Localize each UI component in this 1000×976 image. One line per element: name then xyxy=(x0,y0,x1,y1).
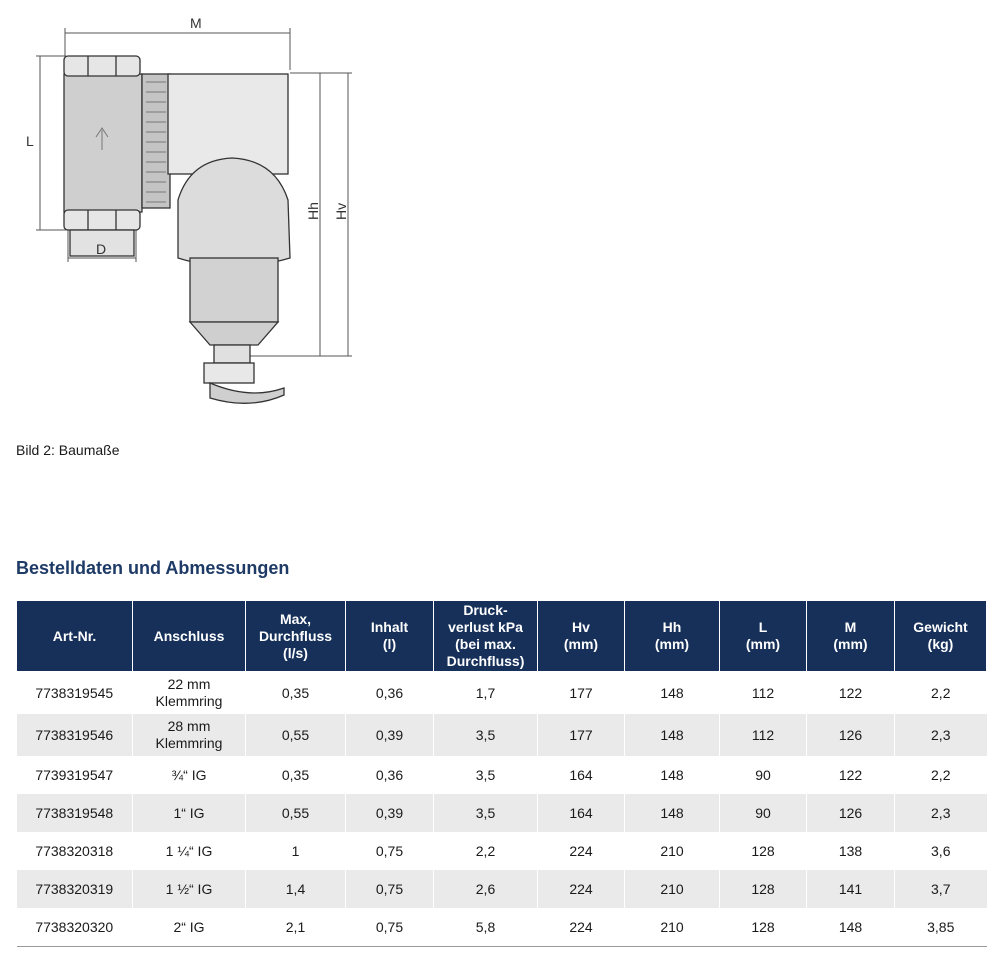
table-cell: 2,3 xyxy=(895,794,987,832)
table-cell: 126 xyxy=(807,794,895,832)
table-cell: 1,7 xyxy=(434,672,538,715)
table-cell: 3,5 xyxy=(434,794,538,832)
table-row xyxy=(17,794,987,832)
dim-label-hh: Hh xyxy=(305,202,321,220)
table-cell: 0,75 xyxy=(346,870,434,908)
table-cell: 0,36 xyxy=(346,756,434,794)
table-cell: 28 mm Klemmring xyxy=(133,714,246,756)
table-cell: 128 xyxy=(720,870,807,908)
dim-label-d: D xyxy=(96,241,107,257)
table-cell: 0,36 xyxy=(346,672,434,715)
table-cell: 224 xyxy=(538,832,625,870)
table-row xyxy=(17,714,987,756)
table-cell: 2,2 xyxy=(895,756,987,794)
table-row xyxy=(17,908,987,947)
table-cell: 177 xyxy=(538,714,625,756)
table-cell: 0,35 xyxy=(246,672,346,715)
table-cell: 177 xyxy=(538,672,625,715)
table-row xyxy=(17,756,987,794)
table-cell: 0,75 xyxy=(346,832,434,870)
table-cell: 210 xyxy=(625,832,720,870)
table-cell: 2,3 xyxy=(895,714,987,756)
table-cell: 0,35 xyxy=(246,756,346,794)
table-cell: 1 xyxy=(246,832,346,870)
dim-label-l: L xyxy=(26,133,34,149)
column-header: L (mm) xyxy=(720,601,807,672)
dimension-drawing xyxy=(0,0,400,430)
dim-label-m: M xyxy=(190,15,202,31)
table-cell: 2,2 xyxy=(895,672,987,715)
table-cell: 0,75 xyxy=(346,908,434,947)
table-cell: 2,6 xyxy=(434,870,538,908)
column-header: M (mm) xyxy=(807,601,895,672)
column-header: Max, Durchfluss (l/s) xyxy=(246,601,346,672)
table-cell: 2“ IG xyxy=(133,908,246,947)
table-cell: 148 xyxy=(625,756,720,794)
table-cell: 210 xyxy=(625,908,720,947)
table-cell: 148 xyxy=(807,908,895,947)
dim-label-hv: Hv xyxy=(333,202,349,220)
table-cell: 7738319545 xyxy=(17,672,133,715)
column-header: Inhalt (l) xyxy=(346,601,434,672)
table-cell: 126 xyxy=(807,714,895,756)
table-cell: 7738319548 xyxy=(17,794,133,832)
table-cell: 224 xyxy=(538,908,625,947)
section-title: Bestelldaten und Abmessungen xyxy=(16,558,290,578)
column-header: Druck- verlust kPa (bei max. Durchfluss) xyxy=(434,601,538,672)
table-cell: 3,7 xyxy=(895,870,987,908)
column-header: Hv (mm) xyxy=(538,601,625,672)
table-row xyxy=(17,832,987,870)
table-cell: 148 xyxy=(625,672,720,715)
table-cell: 1,4 xyxy=(246,870,346,908)
column-header: Anschluss xyxy=(133,601,246,672)
table-cell: 112 xyxy=(720,672,807,715)
table-cell: 148 xyxy=(625,794,720,832)
table-cell: 128 xyxy=(720,832,807,870)
table-cell: 148 xyxy=(625,714,720,756)
table-cell: 5,8 xyxy=(434,908,538,947)
table-cell: 122 xyxy=(807,756,895,794)
order-data-table xyxy=(16,600,987,947)
figure-caption: Bild 2: Baumaße xyxy=(16,442,120,458)
table-cell: 128 xyxy=(720,908,807,947)
table-cell: 0,55 xyxy=(246,794,346,832)
table-cell: 3,6 xyxy=(895,832,987,870)
table-cell: 22 mm Klemmring xyxy=(133,672,246,715)
table-row xyxy=(17,870,987,908)
table-cell: 90 xyxy=(720,756,807,794)
table-cell: 2,1 xyxy=(246,908,346,947)
table-cell: 112 xyxy=(720,714,807,756)
table-header-row xyxy=(17,601,987,672)
table-cell: 138 xyxy=(807,832,895,870)
table-cell: 3,85 xyxy=(895,908,987,947)
column-header: Art-Nr. xyxy=(17,601,133,672)
table-cell: 0,55 xyxy=(246,714,346,756)
table-cell: 3,5 xyxy=(434,714,538,756)
table-cell: 90 xyxy=(720,794,807,832)
table-cell: 141 xyxy=(807,870,895,908)
table-cell: 0,39 xyxy=(346,714,434,756)
table-cell: 7738320320 xyxy=(17,908,133,947)
table-cell: 1 ½“ IG xyxy=(133,870,246,908)
table-cell: 7738320318 xyxy=(17,832,133,870)
table-cell: ¾“ IG xyxy=(133,756,246,794)
table-cell: 0,39 xyxy=(346,794,434,832)
table-body xyxy=(17,672,987,947)
column-header: Gewicht (kg) xyxy=(895,601,987,672)
table-cell: 164 xyxy=(538,756,625,794)
table-row xyxy=(17,672,987,715)
table-cell: 1“ IG xyxy=(133,794,246,832)
table-cell: 7738320319 xyxy=(17,870,133,908)
table-cell: 122 xyxy=(807,672,895,715)
table-cell: 210 xyxy=(625,870,720,908)
table-cell: 1 ¼“ IG xyxy=(133,832,246,870)
table-cell: 7738319546 xyxy=(17,714,133,756)
column-header: Hh (mm) xyxy=(625,601,720,672)
table-cell: 7739319547 xyxy=(17,756,133,794)
table-cell: 164 xyxy=(538,794,625,832)
table-cell: 2,2 xyxy=(434,832,538,870)
table-cell: 224 xyxy=(538,870,625,908)
table-cell: 3,5 xyxy=(434,756,538,794)
